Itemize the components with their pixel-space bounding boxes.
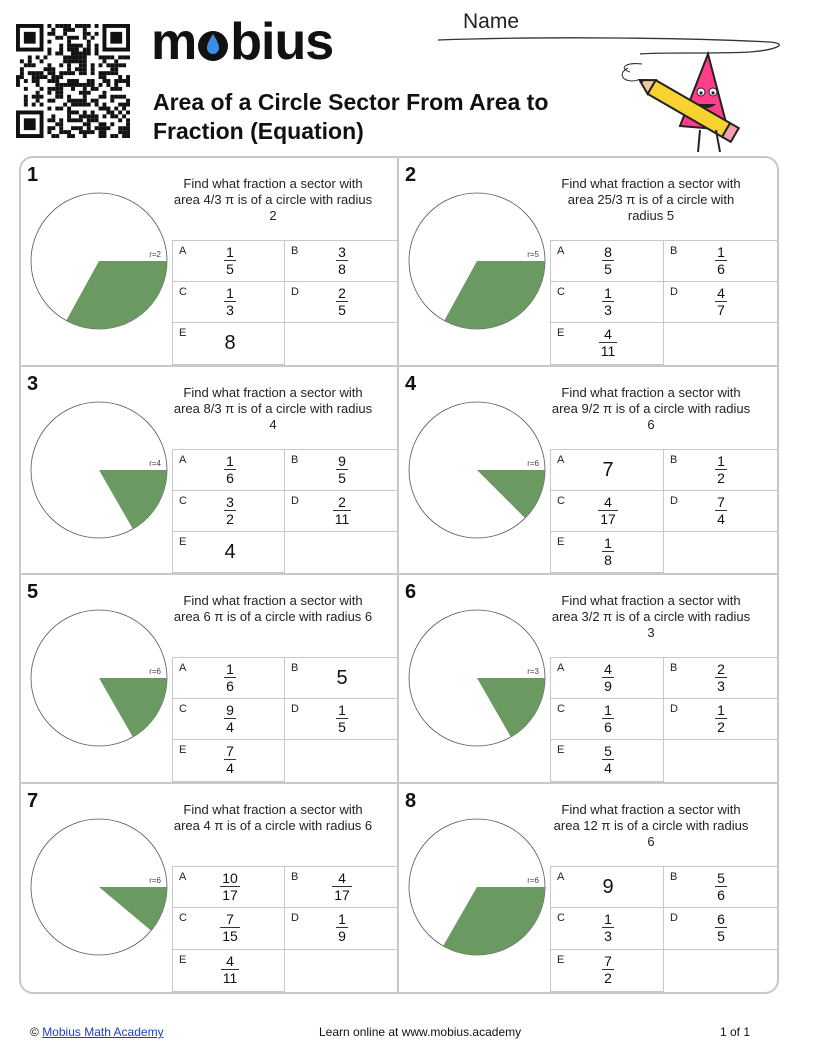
- numerator: 4: [599, 326, 618, 343]
- question-text: Find what fraction a sector with area 4/3 π is of a circle with radius 2: [173, 176, 373, 223]
- denominator: 6: [717, 886, 725, 903]
- choice-letter: A: [557, 245, 565, 257]
- fraction: [715, 870, 727, 903]
- denominator: 4: [226, 719, 234, 736]
- problem-3: [21, 367, 399, 576]
- qr-code: [16, 24, 130, 138]
- logo-drop-icon: [196, 23, 230, 63]
- answer-choice-c[interactable]: [173, 282, 285, 323]
- answer-choice-a[interactable]: [173, 241, 285, 282]
- denominator: 5: [604, 261, 612, 277]
- fraction: [602, 911, 614, 944]
- fraction: [224, 702, 236, 735]
- denominator: 5: [338, 719, 346, 736]
- fraction: [715, 453, 727, 486]
- numerator: 2: [338, 285, 346, 302]
- denominator: 6: [717, 261, 725, 277]
- problem-number: 7: [27, 789, 39, 812]
- radius-label: r=6: [149, 875, 161, 885]
- answer-choice-e[interactable]: [173, 323, 285, 364]
- empty-answer-slot: [285, 532, 397, 573]
- answer-choice-e[interactable]: [551, 323, 664, 364]
- denominator: 17: [222, 886, 238, 903]
- answer-choices: [550, 449, 777, 574]
- empty-answer-slot: [664, 323, 777, 364]
- fraction: [224, 494, 236, 527]
- fraction: [602, 743, 614, 776]
- choice-fraction: [597, 743, 619, 778]
- denominator: 8: [338, 261, 346, 277]
- answer-choice-d[interactable]: [664, 282, 777, 323]
- denominator: 11: [600, 343, 616, 360]
- answer-choice-c[interactable]: [551, 699, 664, 740]
- answer-choice-e[interactable]: [551, 950, 664, 992]
- choice-letter: C: [557, 286, 565, 299]
- fraction: [333, 494, 352, 527]
- choice-letter: B: [291, 662, 299, 674]
- answer-choice-e[interactable]: [173, 532, 285, 573]
- fraction: [220, 911, 240, 944]
- choice-letter: B: [670, 662, 678, 674]
- answer-choice-a[interactable]: [551, 867, 664, 909]
- whole-value: 7: [602, 458, 614, 481]
- circle-sector-diagram: [407, 608, 547, 748]
- answer-choice-c[interactable]: [173, 908, 285, 950]
- numerator: 8: [604, 244, 612, 260]
- choice-letter: E: [557, 744, 565, 757]
- circle-sector-diagram: [29, 817, 169, 957]
- numerator: 4: [332, 870, 352, 887]
- denominator: 2: [604, 970, 612, 987]
- choice-fraction: [219, 870, 241, 905]
- choice-letter: C: [179, 703, 187, 716]
- answer-choices: [172, 657, 397, 782]
- whole-value: 8: [224, 332, 236, 355]
- fraction: [602, 953, 614, 986]
- numerator: 4: [717, 285, 725, 302]
- denominator: 17: [600, 510, 616, 527]
- denominator: 5: [338, 302, 346, 319]
- fraction: [336, 702, 348, 735]
- fraction: [715, 285, 727, 318]
- circle-sector-diagram: [29, 608, 169, 748]
- denominator: 9: [338, 928, 346, 945]
- answer-choice-e[interactable]: [551, 740, 664, 781]
- fraction: [221, 953, 240, 986]
- question-text: Find what fraction a sector with area 12 π is of a circle with radius 6: [553, 801, 749, 849]
- answer-choices: [172, 240, 397, 365]
- whole-value: 4: [224, 540, 236, 563]
- choice-whole-number: [219, 535, 241, 569]
- fraction: [224, 285, 236, 318]
- choice-letter: B: [670, 245, 678, 257]
- numerator: 1: [226, 452, 234, 469]
- answer-choice-b[interactable]: [664, 867, 777, 909]
- denominator: 15: [222, 928, 238, 945]
- answer-choice-d[interactable]: [664, 908, 777, 950]
- choice-letter: E: [557, 327, 565, 340]
- radius-label: r=3: [527, 667, 539, 676]
- denominator: 6: [226, 469, 234, 486]
- choice-whole-number: [597, 870, 619, 904]
- denominator: 3: [717, 678, 725, 694]
- circle-sector-diagram: [407, 400, 547, 540]
- fraction: [332, 870, 352, 903]
- numerator: 1: [604, 911, 612, 928]
- answer-choice-c[interactable]: [173, 491, 285, 532]
- answer-choice-c[interactable]: [173, 699, 285, 740]
- choice-fraction: [331, 494, 353, 529]
- question-text: Find what fraction a sector with area 6 π is of a circle with radius 6: [173, 593, 373, 624]
- choice-fraction: [219, 661, 241, 696]
- answer-choice-b[interactable]: [285, 658, 397, 699]
- copyright-symbol: ©: [30, 1025, 39, 1039]
- radius-label: r=4: [149, 458, 161, 468]
- numerator: 5: [717, 869, 725, 886]
- problem-1: [21, 158, 399, 367]
- problem-5: [21, 575, 399, 784]
- fraction: [224, 661, 236, 694]
- answer-choices: [172, 866, 397, 993]
- choice-letter: B: [670, 453, 678, 466]
- choice-letter: A: [557, 453, 565, 466]
- fraction: [599, 326, 618, 359]
- choice-letter: D: [291, 912, 299, 925]
- choice-fraction: [331, 285, 353, 320]
- fraction: [602, 285, 614, 318]
- answer-choice-e[interactable]: [173, 950, 285, 992]
- answer-choice-d[interactable]: [285, 282, 397, 323]
- problem-8: [399, 784, 777, 993]
- numerator: 6: [717, 911, 725, 928]
- name-label: Name: [463, 10, 520, 33]
- fraction: [602, 244, 614, 277]
- denominator: 4: [226, 760, 234, 777]
- numerator: 1: [717, 244, 725, 260]
- answer-choice-e[interactable]: [173, 740, 285, 781]
- numerator: 5: [604, 743, 612, 760]
- answer-choice-e[interactable]: [551, 532, 664, 573]
- footer-center: Learn online at www.mobius.academy: [319, 1025, 522, 1039]
- denominator: 8: [604, 551, 612, 568]
- problem-number: 2: [405, 164, 417, 186]
- choice-fraction: [219, 953, 241, 988]
- choice-letter: B: [670, 870, 678, 883]
- fraction: [598, 494, 618, 527]
- choice-fraction: [597, 535, 619, 570]
- choice-fraction: [597, 285, 619, 320]
- choice-fraction: [710, 453, 732, 488]
- choice-letter: D: [291, 703, 299, 716]
- answer-choice-a[interactable]: [551, 658, 664, 699]
- numerator: 3: [226, 493, 234, 510]
- problem-2: [399, 158, 777, 367]
- denominator: 2: [717, 469, 725, 486]
- answer-choice-a[interactable]: [173, 450, 285, 491]
- answer-choice-b[interactable]: [664, 241, 777, 282]
- denominator: 5: [226, 261, 234, 277]
- choice-letter: E: [179, 535, 187, 548]
- fraction: [715, 911, 727, 944]
- numerator: 2: [717, 661, 725, 677]
- answer-choice-d[interactable]: [664, 491, 777, 532]
- numerator: 1: [717, 702, 725, 719]
- choice-letter: A: [179, 245, 187, 257]
- footer-copyright: [30, 1025, 164, 1039]
- choice-letter: A: [179, 870, 187, 883]
- choice-fraction: [597, 244, 619, 279]
- question-text: Find what fraction a sector with area 25/3 π is of a circle with radius 5: [561, 176, 741, 223]
- whole-value: 5: [336, 667, 348, 689]
- numerator: 7: [226, 743, 234, 760]
- choice-letter: C: [557, 494, 565, 507]
- problem-6: [399, 575, 777, 784]
- radius-label: r=6: [149, 667, 161, 676]
- numerator: 7: [604, 953, 612, 970]
- choice-fraction: [331, 453, 353, 488]
- choice-fraction: [219, 702, 241, 737]
- choice-fraction: [710, 702, 732, 737]
- denominator: 6: [226, 678, 234, 694]
- choice-whole-number: [331, 661, 353, 695]
- problem-4: [399, 367, 777, 576]
- choice-letter: E: [557, 535, 565, 548]
- choice-letter: D: [291, 494, 299, 507]
- page-title: Area of a Circle Sector From Area to Fraction (Equation): [153, 89, 549, 144]
- denominator: 17: [334, 886, 350, 903]
- choice-fraction: [710, 661, 732, 696]
- problem-number: 6: [405, 581, 417, 603]
- answer-choices: [172, 449, 397, 574]
- answer-choice-c[interactable]: [551, 908, 664, 950]
- numerator: 4: [604, 661, 612, 677]
- choice-fraction: [219, 743, 241, 778]
- empty-answer-slot: [285, 950, 397, 992]
- choice-letter: D: [670, 494, 678, 507]
- answer-choice-d[interactable]: [664, 699, 777, 740]
- choice-letter: C: [557, 912, 565, 925]
- choice-fraction: [219, 244, 241, 279]
- denominator: 2: [226, 510, 234, 527]
- fraction: [336, 244, 348, 277]
- choice-whole-number: [219, 326, 241, 360]
- numerator: 3: [338, 244, 346, 260]
- pencil-mascot-icon: [608, 48, 748, 158]
- denominator: 3: [226, 302, 234, 319]
- answer-choice-d[interactable]: [285, 908, 397, 950]
- denominator: 3: [604, 928, 612, 945]
- question-text: Find what fraction a sector with area 3/2 π is of a circle with radius 3: [551, 593, 751, 640]
- answer-choice-b[interactable]: [285, 867, 397, 909]
- question-text: Find what fraction a sector with area 9/2 π is of a circle with radius 6: [551, 384, 751, 432]
- answer-choice-b[interactable]: [285, 450, 397, 491]
- whole-value: 9: [602, 875, 614, 898]
- choice-fraction: [597, 911, 619, 946]
- choice-fraction: [331, 870, 353, 905]
- denominator: 4: [604, 760, 612, 777]
- denominator: 3: [604, 302, 612, 319]
- numerator: 7: [717, 493, 725, 510]
- fraction: [602, 661, 614, 694]
- denominator: 4: [717, 510, 725, 527]
- radius-label: r=2: [149, 250, 161, 259]
- answer-choice-b[interactable]: [664, 450, 777, 491]
- answer-choices: [550, 866, 777, 993]
- circle-sector-diagram: [407, 817, 547, 957]
- choice-letter: A: [179, 662, 187, 674]
- choice-letter: C: [179, 912, 187, 925]
- numerator: 9: [226, 702, 234, 719]
- choice-fraction: [219, 911, 241, 946]
- answer-choice-d[interactable]: [285, 699, 397, 740]
- fraction: [602, 535, 614, 568]
- fraction: [715, 661, 727, 694]
- problem-7: [21, 784, 399, 993]
- fraction: [336, 453, 348, 486]
- choice-fraction: [597, 326, 619, 361]
- numerator: 4: [598, 494, 618, 511]
- footer-page: 1 of 1: [720, 1025, 751, 1039]
- circle-sector-diagram: [29, 191, 169, 331]
- choice-fraction: [219, 453, 241, 488]
- mobius-logo: m bius: [151, 13, 334, 71]
- choice-fraction: [597, 953, 619, 988]
- numerator: 2: [333, 494, 352, 511]
- problem-number: 5: [27, 581, 39, 603]
- problem-grid: [19, 156, 779, 994]
- question-text: Find what fraction a sector with area 8/3 π is of a circle with radius 4: [173, 384, 373, 432]
- choice-whole-number: [597, 453, 619, 487]
- choice-fraction: [331, 244, 353, 279]
- denominator: 9: [604, 678, 612, 694]
- numerator: 1: [338, 702, 346, 719]
- choice-letter: C: [179, 286, 187, 299]
- choice-fraction: [710, 285, 732, 320]
- numerator: 10: [222, 869, 238, 886]
- choice-letter: D: [291, 286, 299, 299]
- numerator: 1: [604, 285, 612, 302]
- answer-choice-a[interactable]: [551, 450, 664, 491]
- answer-choice-a[interactable]: [173, 658, 285, 699]
- choice-letter: B: [291, 453, 299, 466]
- choice-fraction: [597, 494, 619, 529]
- question-text: Find what fraction a sector with area 4 π is of a circle with radius 6: [173, 801, 373, 833]
- answer-choice-a[interactable]: [551, 241, 664, 282]
- numerator: 4: [221, 953, 240, 970]
- numerator: 1: [226, 661, 234, 677]
- fraction: [336, 911, 348, 944]
- denominator: 5: [338, 469, 346, 486]
- answer-choices: [550, 240, 777, 365]
- choice-fraction: [331, 702, 353, 737]
- denominator: 2: [717, 719, 725, 736]
- answer-choices: [550, 657, 777, 782]
- choice-letter: B: [291, 245, 299, 257]
- choice-letter: E: [179, 744, 187, 757]
- numerator: 1: [226, 244, 234, 260]
- fraction: [336, 285, 348, 318]
- problem-number: 8: [405, 789, 417, 812]
- fraction: [602, 702, 614, 735]
- answer-choice-a[interactable]: [173, 867, 285, 909]
- radius-label: r=6: [527, 458, 539, 468]
- choice-letter: E: [179, 954, 187, 967]
- empty-answer-slot: [285, 323, 397, 364]
- numerator: 1: [338, 911, 346, 928]
- choice-fraction: [710, 244, 732, 279]
- fraction: [220, 870, 240, 903]
- choice-letter: C: [557, 703, 565, 716]
- empty-answer-slot: [664, 950, 777, 992]
- problem-number: 3: [27, 372, 39, 395]
- numerator: 7: [220, 911, 240, 928]
- fraction: [715, 244, 727, 277]
- answer-choice-b[interactable]: [664, 658, 777, 699]
- radius-label: r=6: [527, 875, 539, 885]
- choice-fraction: [597, 661, 619, 696]
- circle-sector-diagram: [407, 191, 547, 331]
- choice-fraction: [710, 911, 732, 946]
- empty-answer-slot: [285, 740, 397, 781]
- choice-letter: A: [557, 662, 565, 674]
- choice-fraction: [597, 702, 619, 737]
- radius-label: r=5: [527, 250, 539, 259]
- choice-fraction: [331, 911, 353, 946]
- choice-letter: C: [179, 494, 187, 507]
- choice-letter: B: [291, 870, 299, 883]
- choice-fraction: [219, 285, 241, 320]
- choice-letter: D: [670, 703, 678, 716]
- empty-answer-slot: [664, 740, 777, 781]
- answer-choice-b[interactable]: [285, 241, 397, 282]
- choice-letter: D: [670, 912, 678, 925]
- choice-fraction: [710, 494, 732, 529]
- fraction: [224, 244, 236, 277]
- fraction: [224, 743, 236, 776]
- choice-letter: A: [179, 453, 187, 466]
- circle-sector-diagram: [29, 400, 169, 540]
- footer-link[interactable]: Mobius Math Academy: [42, 1025, 164, 1039]
- choice-fraction: [710, 870, 732, 905]
- answer-choice-c[interactable]: [551, 282, 664, 323]
- denominator: 7: [717, 302, 725, 319]
- choice-letter: D: [670, 286, 678, 299]
- denominator: 5: [717, 928, 725, 945]
- fraction: [715, 702, 727, 735]
- choice-letter: E: [557, 954, 565, 967]
- numerator: 1: [604, 702, 612, 719]
- numerator: 1: [604, 534, 612, 551]
- denominator: 11: [334, 510, 350, 527]
- choice-letter: E: [179, 327, 187, 340]
- answer-choice-c[interactable]: [551, 491, 664, 532]
- numerator: 1: [717, 452, 725, 469]
- fraction: [224, 453, 236, 486]
- answer-choice-d[interactable]: [285, 491, 397, 532]
- numerator: 1: [226, 285, 234, 302]
- fraction: [715, 494, 727, 527]
- empty-answer-slot: [664, 532, 777, 573]
- choice-letter: A: [557, 870, 565, 883]
- choice-fraction: [219, 494, 241, 529]
- denominator: 6: [604, 719, 612, 736]
- denominator: 11: [222, 970, 238, 987]
- problem-number: 4: [405, 372, 417, 395]
- problem-number: 1: [27, 164, 39, 186]
- numerator: 9: [338, 452, 346, 469]
